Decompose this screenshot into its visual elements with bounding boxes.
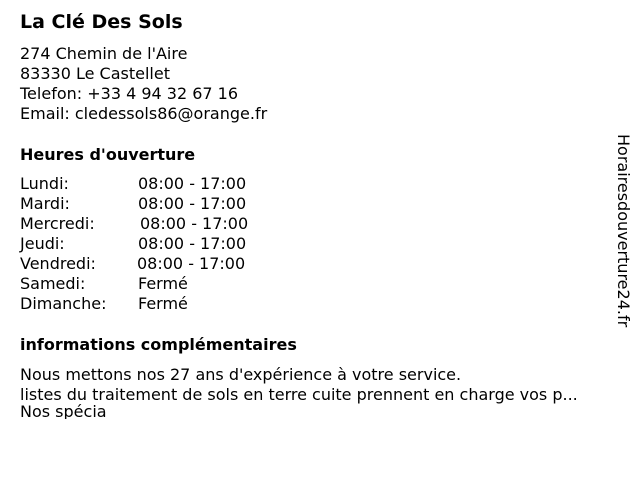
day-label: Samedi: <box>20 274 86 293</box>
address-street: 274 Chemin de l'Aire <box>20 44 188 63</box>
day-label: Dimanche: <box>20 294 107 313</box>
day-hours: Fermé <box>138 294 188 313</box>
info-line: listes du traitement de sols en terre cuite prennent en charge vos p... <box>20 385 578 404</box>
day-label: Jeudi: <box>20 234 65 253</box>
info-line: Nous mettons nos 27 ans d'expérience à votre service. <box>20 365 462 384</box>
day-label: Mercredi: <box>20 214 95 233</box>
opening-hours-table <box>20 174 280 314</box>
hours-row-thursday <box>20 234 280 254</box>
hours-row-tuesday <box>20 194 280 214</box>
site-watermark-text: Horairesdouverture24.fr <box>614 134 633 328</box>
business-name: La Clé Des Sols <box>20 11 183 33</box>
hours-row-saturday <box>20 274 280 294</box>
day-label: Vendredi: <box>20 254 96 273</box>
day-label: Lundi: <box>20 174 69 193</box>
day-label: Mardi: <box>20 194 70 213</box>
additional-info-heading: informations complémentaires <box>20 335 297 354</box>
day-hours: 08:00 - 17:00 <box>138 194 247 213</box>
additional-info-text <box>20 365 630 419</box>
business-address <box>20 44 267 124</box>
hours-row-wednesday <box>20 214 280 234</box>
opening-hours-heading: Heures d'ouverture <box>20 145 196 164</box>
day-hours: 08:00 - 17:00 <box>140 214 249 233</box>
hours-row-monday <box>20 174 280 194</box>
info-line: Nos spécia <box>20 403 107 419</box>
day-hours: 08:00 - 17:00 <box>137 254 246 273</box>
day-hours: Fermé <box>138 274 188 293</box>
phone-number[interactable]: Telefon: +33 4 94 32 67 16 <box>20 84 239 103</box>
hours-row-sunday <box>20 294 280 314</box>
day-hours: 08:00 - 17:00 <box>138 174 247 193</box>
hours-row-friday <box>20 254 280 274</box>
site-watermark <box>610 134 636 344</box>
address-city: 83330 Le Castellet <box>20 64 170 83</box>
email-address[interactable]: Email: cledessols86@orange.fr <box>20 104 268 123</box>
day-hours: 08:00 - 17:00 <box>138 234 247 253</box>
